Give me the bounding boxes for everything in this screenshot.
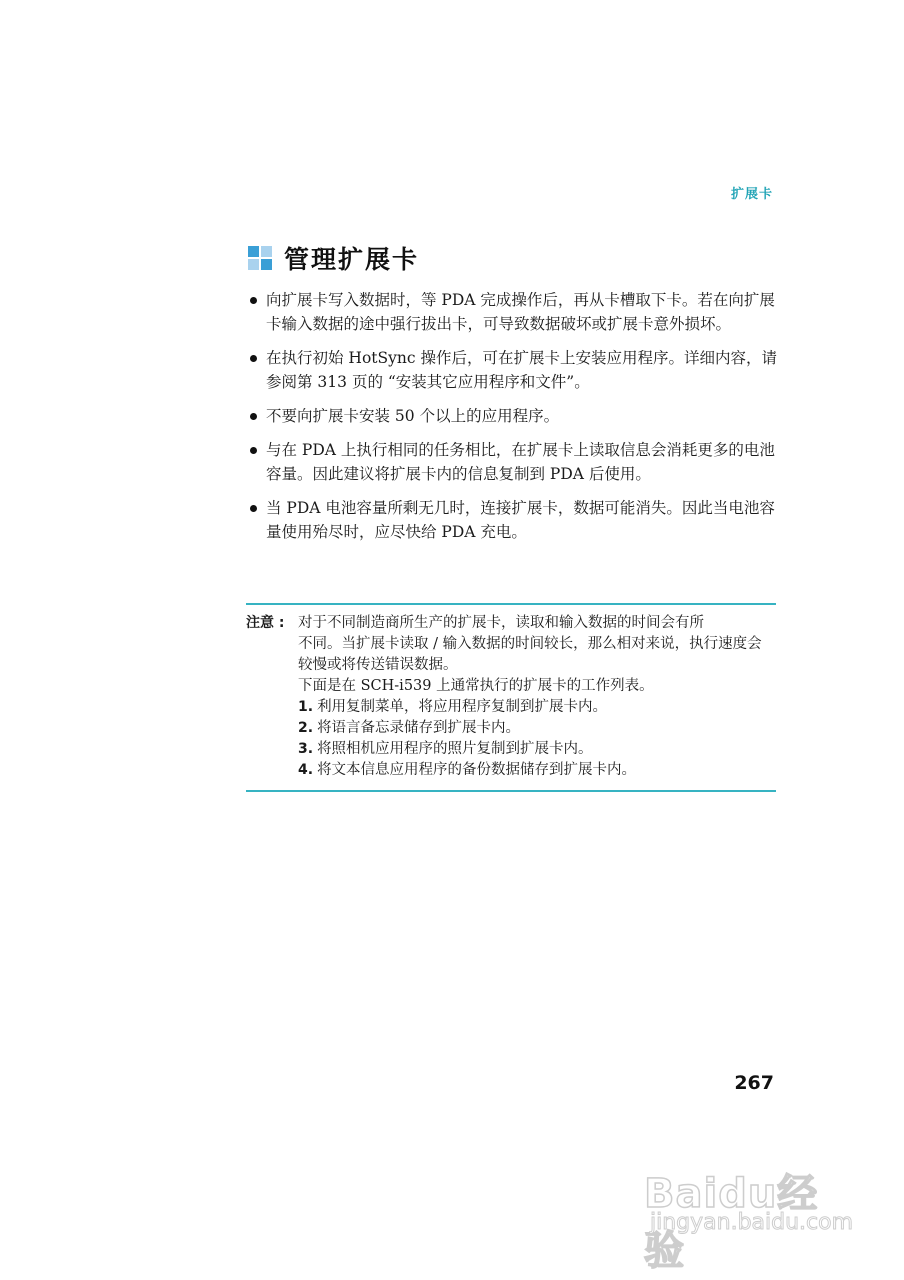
bullet-item [248,438,778,486]
step-text: 将文本信息应用程序的备份数据储存到扩展卡内。 [317,762,637,778]
note-list-intro: 下面是在 SCH-i539 上通常执行的扩展卡的工作列表。 [298,678,654,694]
step-number: 2. [298,720,314,736]
page-number: 267 [734,1072,774,1094]
step-text: 将照相机应用程序的照片复制到扩展卡内。 [317,741,593,757]
step-number: 4. [298,762,314,778]
bullet-text: 与在 PDA 上执行相同的任务相比，在扩展卡上读取信息会消耗更多的电池容量。因此建议将扩展卡内的信息复制到 PDA 后使用。 [266,441,775,483]
note-continuation: 不同。当扩展卡读取 / 输入数据的时间较长，那么相对来说，执行速度会较慢或将传送错误数据。 [298,636,762,673]
step-number: 3. [298,741,314,757]
bullet-item [248,404,778,428]
note-first-line [246,613,776,634]
note-step [298,760,776,781]
note-label: 注意 : [246,615,285,631]
note-step [298,697,776,718]
note-first-text: 对于不同制造商所生产的扩展卡，读取和输入数据的时间会有所 [298,615,704,631]
chapter-tag: 扩展卡 [730,187,773,202]
watermark-url: jingyan.baidu.com [650,1210,854,1235]
section-heading [248,240,419,276]
bullet-dot-icon [250,355,257,362]
step-text: 将语言备忘录储存到扩展卡内。 [317,720,521,736]
bullet-dot-icon [250,505,257,512]
baidu-watermark [644,1142,854,1274]
note-step [298,718,776,739]
bullet-dot-icon [250,297,257,304]
bullet-list [248,288,778,554]
bullet-dot-icon [250,447,257,454]
bullet-text: 向扩展卡写入数据时，等 PDA 完成操作后，再从卡槽取下卡。若在向扩展卡输入数据的途中强行拔出卡，可导致数据破坏或扩展卡意外损坏。 [266,291,775,333]
section-square-icon [248,246,272,270]
bullet-item [248,496,778,544]
bullet-dot-icon [250,413,257,420]
step-number: 1. [298,699,314,715]
bullet-text: 在执行初始 HotSync 操作后，可在扩展卡上安装应用程序。详细内容，请参阅第 313 页的 “安装其它应用程序和文件”。 [266,349,777,391]
note-box [246,603,776,792]
step-text: 利用复制菜单，将应用程序复制到扩展卡内。 [317,699,608,715]
bullet-item [248,288,778,336]
bullet-text: 当 PDA 电池容量所剩无几时，连接扩展卡，数据可能消失。因此当电池容量使用殆尽时，应尽快给 PDA 充电。 [266,499,775,541]
bullet-item [248,346,778,394]
section-title: 管理扩展卡 [284,245,420,274]
bullet-text: 不要向扩展卡安装 50 个以上的应用程序。 [266,407,560,425]
watermark-brand: Baidu经验 [644,1171,819,1274]
note-step [298,739,776,760]
note-steps [246,697,776,781]
